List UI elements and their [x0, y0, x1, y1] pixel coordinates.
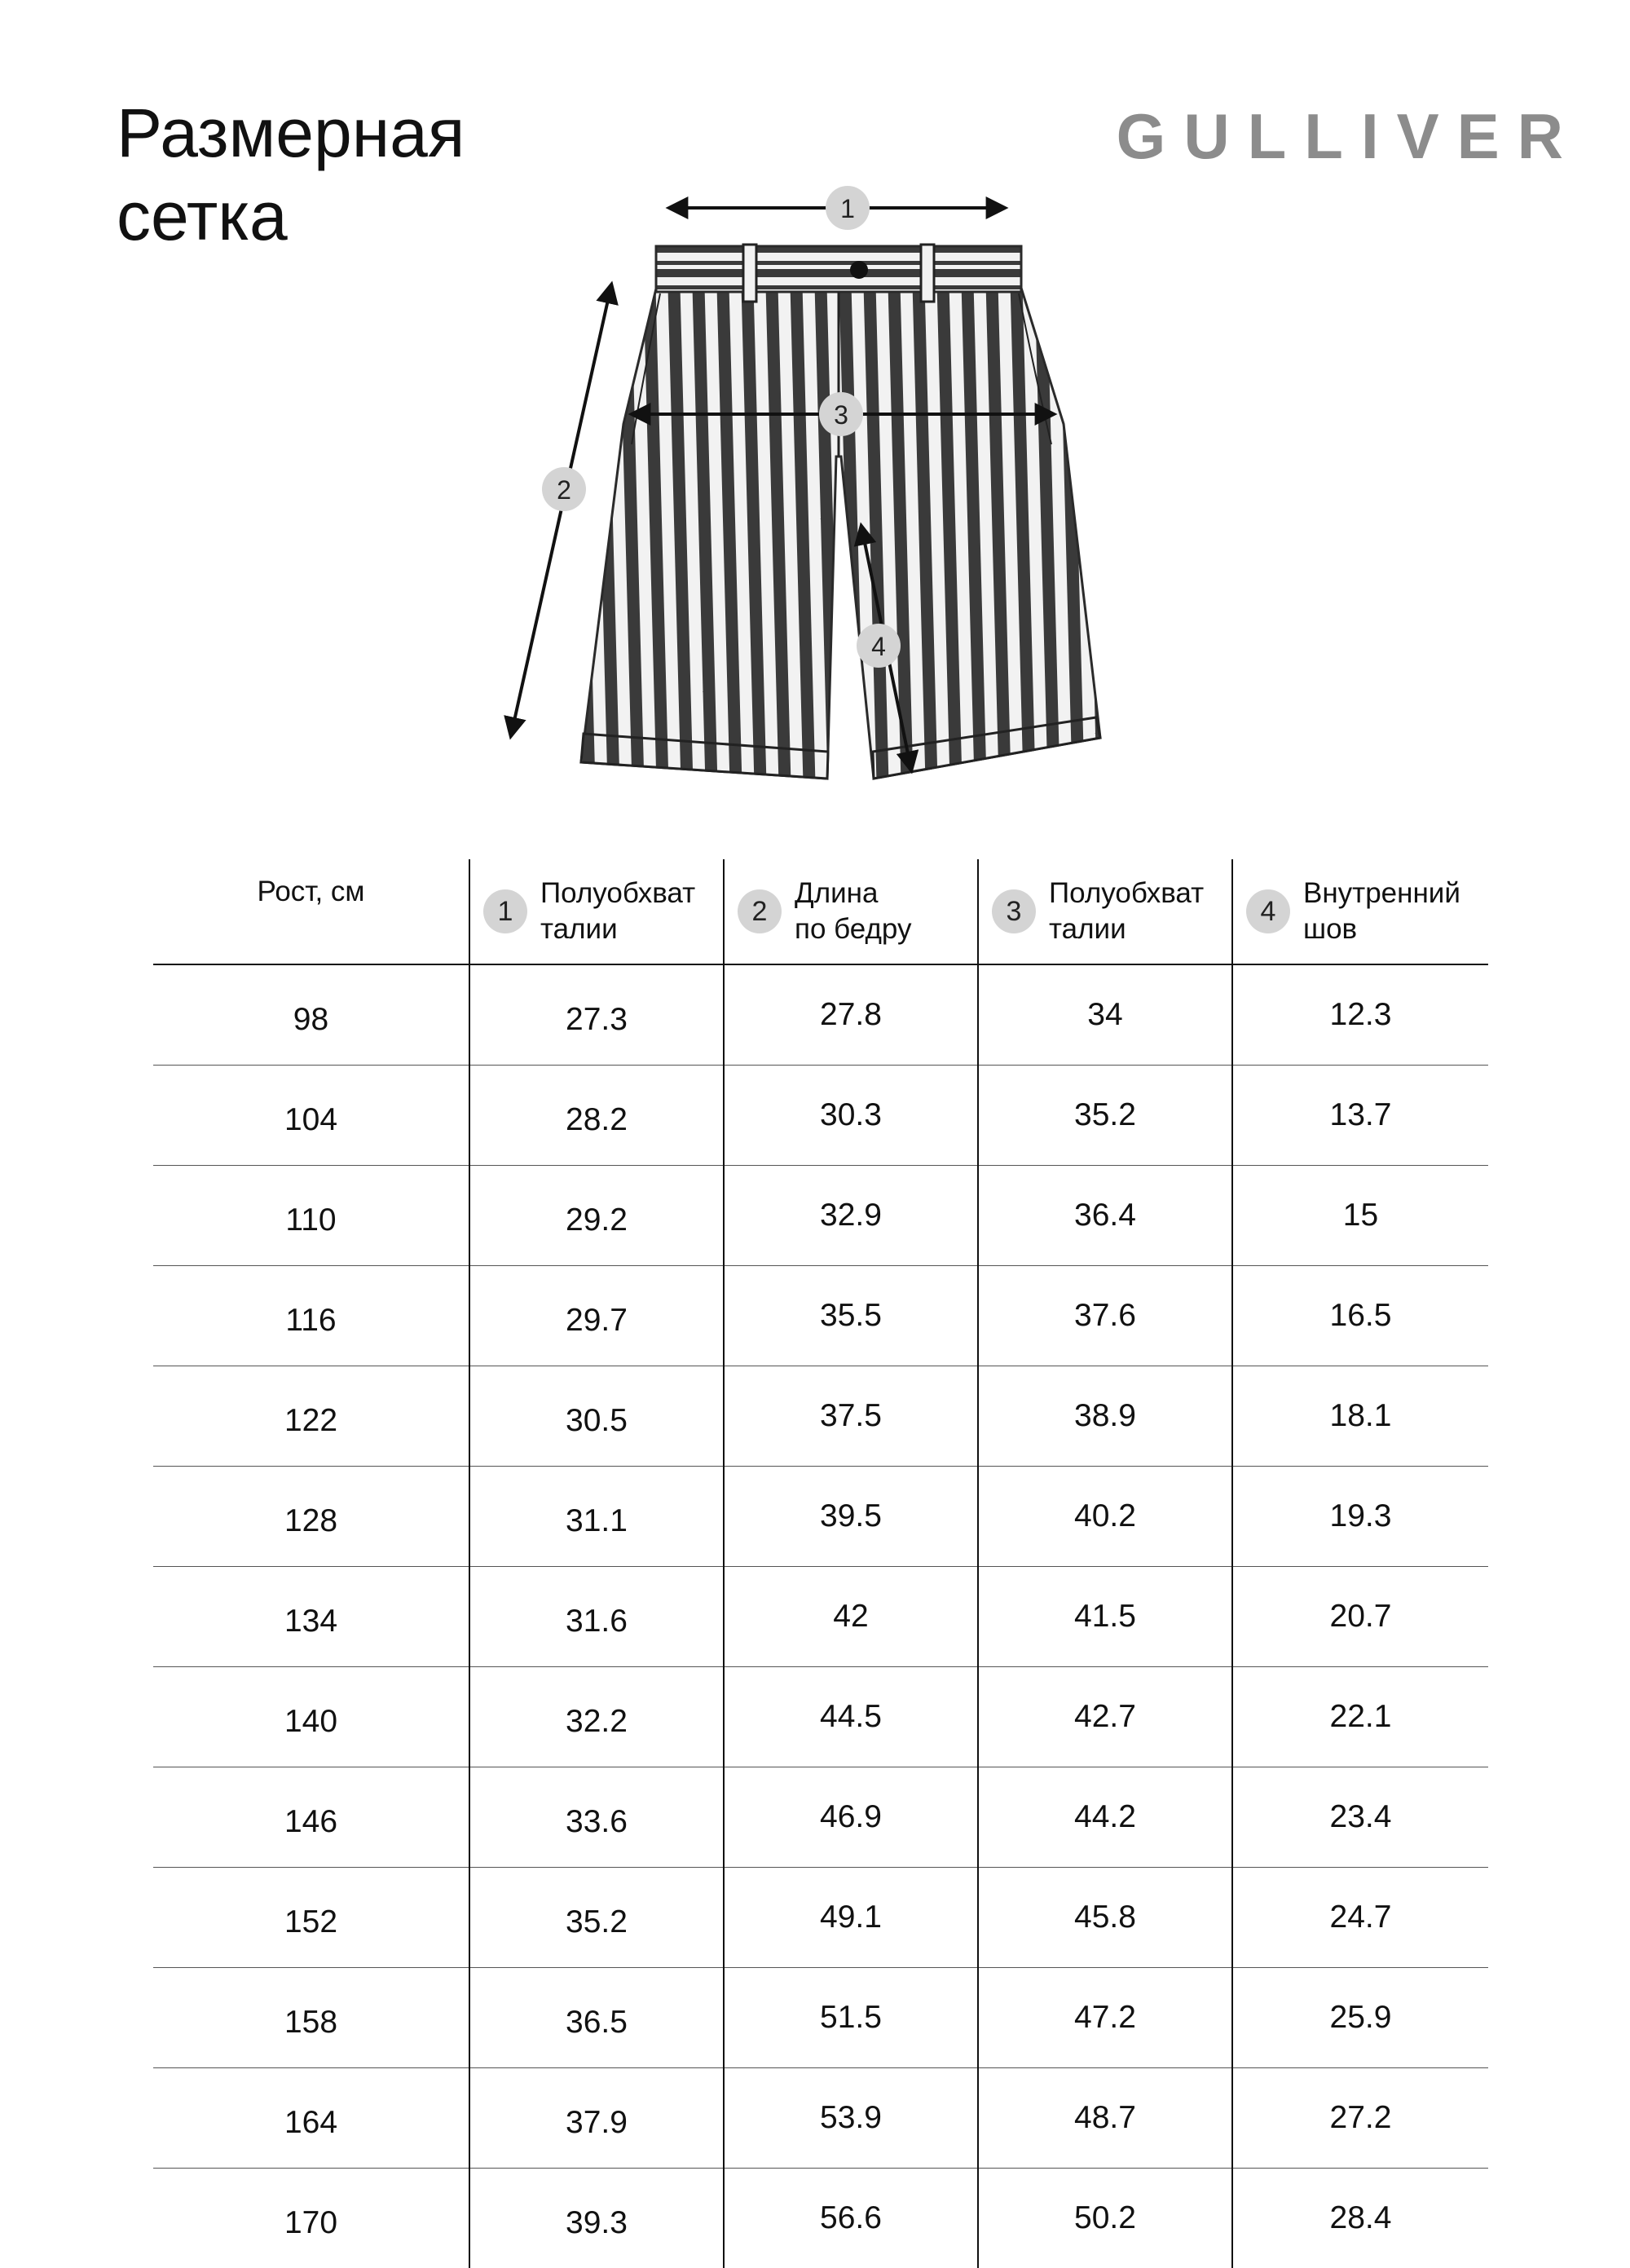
header-2-line2: по бедру — [795, 911, 912, 947]
cell-hip: 37.6 — [978, 1266, 1232, 1366]
cell-length: 53.9 — [724, 2068, 978, 2169]
cell-length: 49.1 — [724, 1868, 978, 1968]
header-1-badge: 1 — [483, 889, 527, 933]
table-row — [153, 2068, 1488, 2169]
header-4-badge: 4 — [1246, 889, 1290, 933]
table-header-row — [153, 859, 1488, 964]
brand-logo: GULLIVER — [1117, 99, 1581, 174]
cell-length: 44.5 — [724, 1667, 978, 1767]
shorts-body — [581, 285, 1100, 779]
cell-height: 164 — [153, 2068, 469, 2169]
cell-waist: 39.3 — [469, 2169, 724, 2268]
cell-length: 37.5 — [724, 1366, 978, 1467]
measure-1-label: 1 — [840, 194, 855, 223]
cell-length: 27.8 — [724, 964, 978, 1066]
header-4-line2: шов — [1303, 911, 1460, 947]
cell-height: 116 — [153, 1266, 469, 1366]
header-3-line1: Полуобхват — [1049, 876, 1204, 911]
cell-height: 134 — [153, 1567, 469, 1667]
cell-height: 146 — [153, 1767, 469, 1868]
cell-height: 170 — [153, 2169, 469, 2268]
table-row — [153, 1868, 1488, 1968]
cell-hip: 47.2 — [978, 1968, 1232, 2068]
size-table — [153, 859, 1488, 2268]
cell-height: 128 — [153, 1467, 469, 1567]
cell-height: 140 — [153, 1667, 469, 1767]
cell-inseam: 24.7 — [1232, 1868, 1488, 1968]
cell-hip: 44.2 — [978, 1767, 1232, 1868]
cell-height: 122 — [153, 1366, 469, 1467]
belt-loop-right — [921, 245, 934, 302]
cell-hip: 36.4 — [978, 1166, 1232, 1266]
measure-4-label: 4 — [871, 632, 886, 661]
shorts-waistband — [656, 246, 1021, 292]
header-height: Рост, см — [153, 859, 469, 964]
table-row — [153, 1166, 1488, 1266]
cell-inseam: 19.3 — [1232, 1467, 1488, 1567]
header-2-line1: Длина — [795, 876, 912, 911]
header-2-badge: 2 — [738, 889, 782, 933]
cell-length: 30.3 — [724, 1066, 978, 1166]
cell-waist: 31.6 — [469, 1567, 724, 1667]
table-row — [153, 1066, 1488, 1166]
cell-height: 158 — [153, 1968, 469, 2068]
cell-waist: 36.5 — [469, 1968, 724, 2068]
header-measure-1 — [469, 859, 724, 964]
cell-hip: 45.8 — [978, 1868, 1232, 1968]
cell-height: 110 — [153, 1166, 469, 1266]
header-4-line1: Внутренний — [1303, 876, 1460, 911]
header-measure-4 — [1232, 859, 1488, 964]
cell-length: 39.5 — [724, 1467, 978, 1567]
waist-button — [850, 261, 868, 279]
cell-inseam: 13.7 — [1232, 1066, 1488, 1166]
cell-hip: 41.5 — [978, 1567, 1232, 1667]
cell-length: 46.9 — [724, 1767, 978, 1868]
cell-waist: 33.6 — [469, 1767, 724, 1868]
measure-3-label: 3 — [834, 400, 848, 430]
cell-height: 98 — [153, 964, 469, 1066]
cell-hip: 35.2 — [978, 1066, 1232, 1166]
title-line-1: Размерная — [117, 91, 465, 174]
belt-loop-left — [743, 245, 756, 302]
cell-waist: 29.2 — [469, 1166, 724, 1266]
cell-hip: 42.7 — [978, 1667, 1232, 1767]
cell-waist: 37.9 — [469, 2068, 724, 2169]
shorts-illustration — [581, 245, 1100, 779]
shorts-measurement-diagram — [0, 0, 1630, 815]
cell-inseam: 20.7 — [1232, 1567, 1488, 1667]
cell-waist: 31.1 — [469, 1467, 724, 1567]
cell-hip: 38.9 — [978, 1366, 1232, 1467]
table-row — [153, 1968, 1488, 2068]
cell-height: 104 — [153, 1066, 469, 1166]
cell-waist: 29.7 — [469, 1266, 724, 1366]
cell-length: 35.5 — [724, 1266, 978, 1366]
cell-inseam: 28.4 — [1232, 2169, 1488, 2268]
measure-1-waist — [670, 186, 1004, 230]
table-row — [153, 1567, 1488, 1667]
header-1-line2: талии — [540, 911, 695, 947]
cell-waist: 32.2 — [469, 1667, 724, 1767]
cell-hip: 40.2 — [978, 1467, 1232, 1567]
header-1-line1: Полуобхват — [540, 876, 695, 911]
cell-hip: 34 — [978, 964, 1232, 1066]
cell-inseam: 18.1 — [1232, 1366, 1488, 1467]
table-row — [153, 2169, 1488, 2268]
header-measure-3 — [978, 859, 1232, 964]
cell-length: 42 — [724, 1567, 978, 1667]
measure-2-label: 2 — [557, 475, 571, 505]
cell-waist: 30.5 — [469, 1366, 724, 1467]
cell-inseam: 27.2 — [1232, 2068, 1488, 2169]
table-row — [153, 1467, 1488, 1567]
cell-inseam: 15 — [1232, 1166, 1488, 1266]
cell-waist: 27.3 — [469, 964, 724, 1066]
cell-length: 51.5 — [724, 1968, 978, 2068]
cell-length: 56.6 — [724, 2169, 978, 2268]
table-row — [153, 964, 1488, 1066]
cell-hip: 50.2 — [978, 2169, 1232, 2268]
cell-length: 32.9 — [724, 1166, 978, 1266]
cell-inseam: 22.1 — [1232, 1667, 1488, 1767]
cell-hip: 48.7 — [978, 2068, 1232, 2169]
cell-inseam: 25.9 — [1232, 1968, 1488, 2068]
cell-height: 152 — [153, 1868, 469, 1968]
header-measure-2 — [724, 859, 978, 964]
header-3-line2: талии — [1049, 911, 1204, 947]
table-row — [153, 1767, 1488, 1868]
cell-waist: 28.2 — [469, 1066, 724, 1166]
cell-inseam: 12.3 — [1232, 964, 1488, 1066]
table-row — [153, 1667, 1488, 1767]
table-row — [153, 1366, 1488, 1467]
title-line-2: сетка — [117, 174, 465, 258]
cell-inseam: 16.5 — [1232, 1266, 1488, 1366]
cell-waist: 35.2 — [469, 1868, 724, 1968]
table-row — [153, 1266, 1488, 1366]
cell-inseam: 23.4 — [1232, 1767, 1488, 1868]
header-3-badge: 3 — [992, 889, 1036, 933]
